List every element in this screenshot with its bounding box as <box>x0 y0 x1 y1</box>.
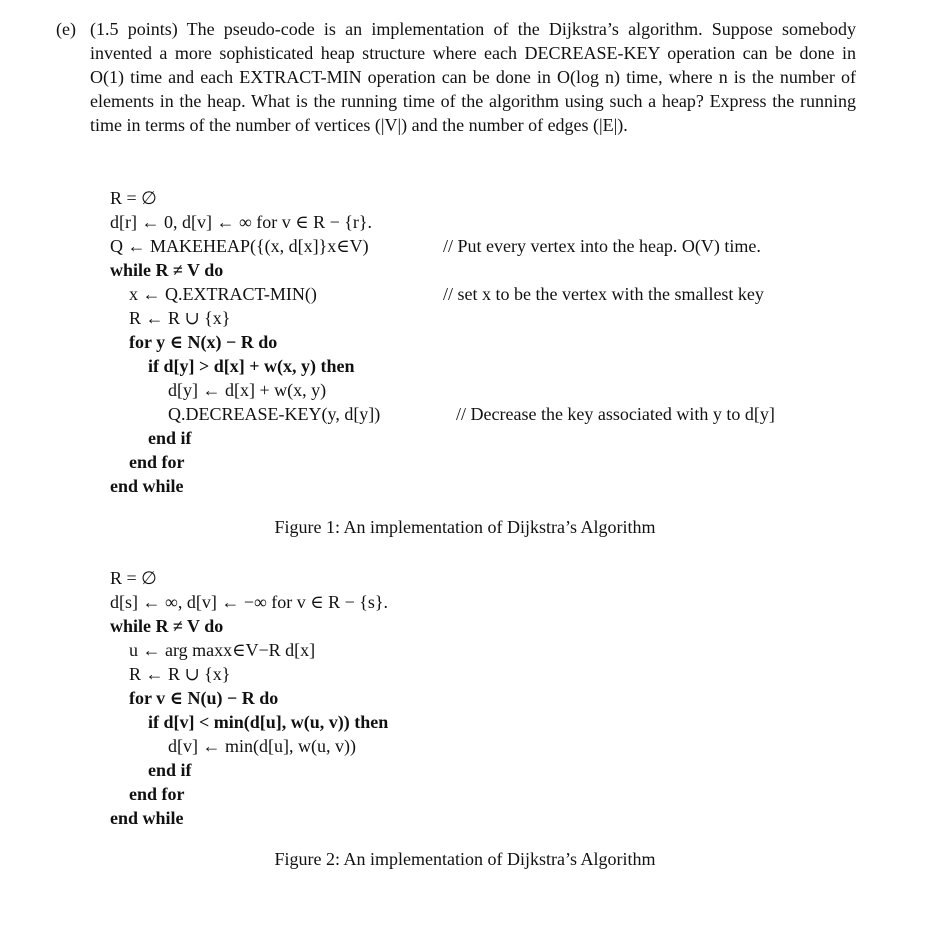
code-text: R = ∅ <box>110 188 157 208</box>
code-line <box>110 638 870 662</box>
code-line <box>110 282 870 306</box>
code-line <box>110 782 870 806</box>
question-label: (e) <box>56 19 76 39</box>
code-line <box>110 426 870 450</box>
code-text: d[v] ← min(d[u], w(u, v)) <box>168 736 356 756</box>
code-line <box>110 614 870 638</box>
code-line <box>110 590 870 614</box>
code-line <box>110 330 870 354</box>
code-keyword: end if <box>148 760 192 780</box>
figure-2-pseudocode <box>110 566 870 830</box>
code-keyword: if d[v] < min(d[u], w(u, v)) then <box>148 712 389 732</box>
code-keyword: if d[y] > d[x] + w(x, y) then <box>148 356 355 376</box>
code-line <box>110 474 870 498</box>
code-text: R = ∅ <box>110 568 157 588</box>
code-keyword: end for <box>129 784 185 804</box>
code-text: Q ← MAKEHEAP({(x, d[x]}x∈V) <box>110 236 369 256</box>
code-keyword: while R ≠ V do <box>110 616 224 636</box>
code-line <box>110 566 870 590</box>
question-block <box>56 17 856 137</box>
code-keyword: for v ∈ N(u) − R do <box>129 688 279 708</box>
code-line <box>110 450 870 474</box>
code-line <box>110 306 870 330</box>
code-line <box>110 710 870 734</box>
code-line <box>110 186 870 210</box>
code-text: d[s] ← ∞, d[v] ← −∞ for v ∈ R − {s}. <box>110 592 389 612</box>
code-line <box>110 806 870 830</box>
code-keyword: for y ∈ N(x) − R do <box>129 332 278 352</box>
code-text: R ← R ∪ {x} <box>129 308 231 328</box>
figure-1-caption: Figure 1: An implementation of Dijkstra’s Algorithm <box>274 517 656 537</box>
code-line <box>110 402 870 426</box>
figure-1-pseudocode <box>110 186 870 498</box>
code-keyword: end if <box>148 428 192 448</box>
code-text: x ← Q.EXTRACT-MIN() <box>129 284 317 304</box>
code-text: u ← arg maxx∈V−R d[x] <box>129 640 316 660</box>
code-text: d[y] ← d[x] + w(x, y) <box>168 380 327 400</box>
code-keyword: end for <box>129 452 185 472</box>
code-line <box>110 210 870 234</box>
figure-2-caption: Figure 2: An implementation of Dijkstra’s Algorithm <box>274 849 656 869</box>
code-line <box>110 662 870 686</box>
code-comment: // Put every vertex into the heap. O(V) time. <box>443 236 761 256</box>
code-line <box>110 378 870 402</box>
code-keyword: end while <box>110 476 184 496</box>
code-text: Q.DECREASE-KEY(y, d[y]) <box>168 404 381 424</box>
code-comment: // Decrease the key associated with y to d[y] <box>456 404 775 424</box>
code-comment: // set x to be the vertex with the smallest key <box>443 284 764 304</box>
code-line <box>110 758 870 782</box>
code-text: R ← R ∪ {x} <box>129 664 231 684</box>
code-line <box>110 354 870 378</box>
code-keyword: while R ≠ V do <box>110 260 224 280</box>
code-line <box>110 734 870 758</box>
code-line <box>110 258 870 282</box>
code-text: d[r] ← 0, d[v] ← ∞ for v ∈ R − {r}. <box>110 212 373 232</box>
code-keyword: end while <box>110 808 184 828</box>
code-line <box>110 234 870 258</box>
question-text: (1.5 points) The pseudo-code is an implementation of the Dijkstra’s algorithm. Suppose somebody invented a more sophisticated heap structure where each DECREASE-KEY operation can be done in O(1) time and each EXTRACT-MIN operation can be done in O(log n) time, where n is the number of elements in the heap. What is the running time of the algorithm using such a heap? Express the running time in terms of the number of vertices (|V|) and the number of edges (|E|). <box>90 19 856 135</box>
code-line <box>110 686 870 710</box>
